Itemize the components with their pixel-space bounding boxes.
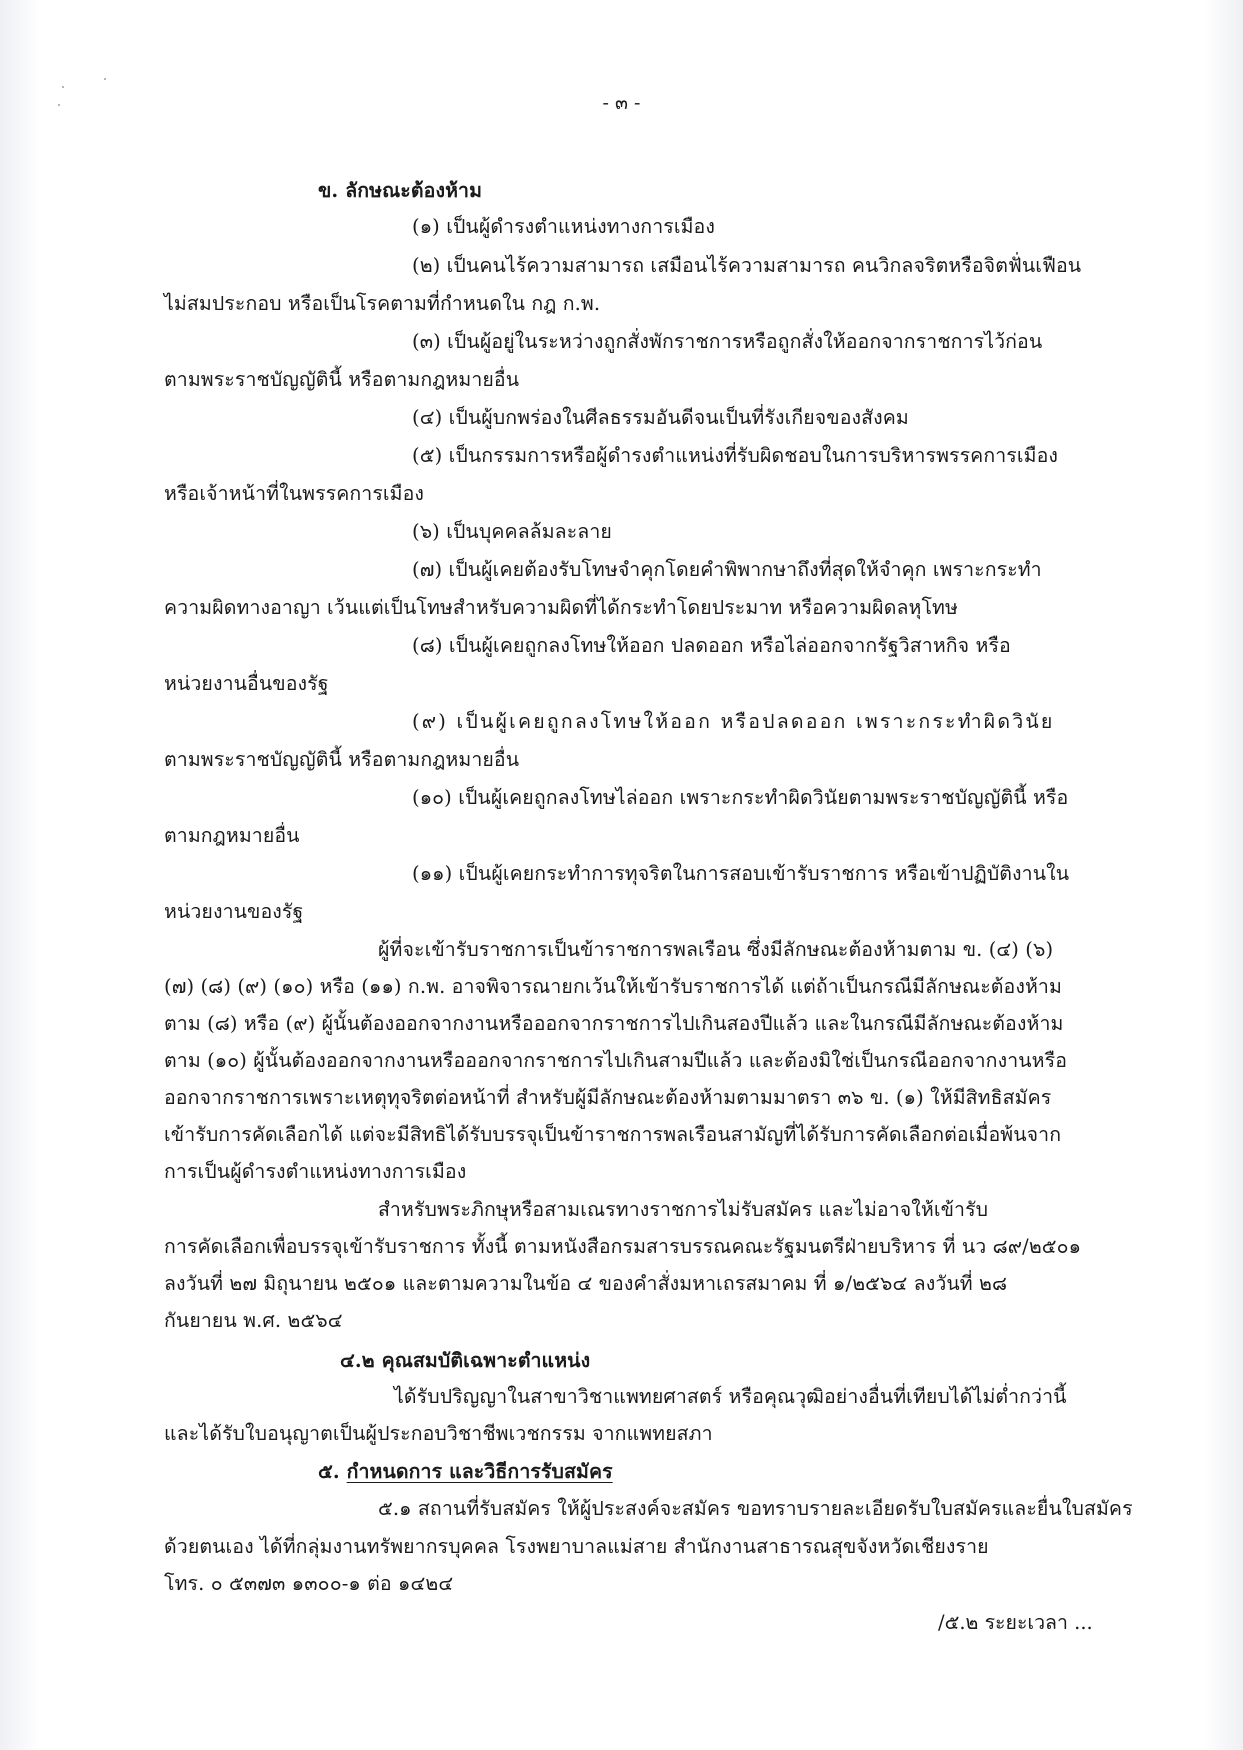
section-title: กำหนดการ และวิธีการรับสมัคร: [346, 1460, 613, 1483]
application-line: ด้วยตนเอง ได้ที่กลุ่มงานทรัพยากรบุคคล โรงพยาบาลแม่สาย สำนักงานสาธารณสุขจังหวัดเชียงราย: [164, 1535, 989, 1558]
prohibition-item-11-cont: หน่วยงานของรัฐ: [164, 900, 304, 923]
prohibition-item-4: (๔) เป็นผู้บกพร่องในศีลธรรมอันดีจนเป็นที่รังเกียจของสังคม: [412, 406, 909, 429]
prohibition-item-6: (๖) เป็นบุคคลล้มละลาย: [412, 520, 612, 543]
prohibition-item-9-cont: ตามพระราชบัญญัตินี้ หรือตามกฎหมายอื่น: [164, 748, 520, 771]
exemption-paragraph-line: ตาม (๘) หรือ (๙) ผู้นั้นต้องออกจากงานหรือออกจากราชการไปเกินสองปีแล้ว และในกรณีมีลักษณะต้องห้าม: [164, 1012, 1064, 1035]
prohibition-item-7: (๗) เป็นผู้เคยต้องรับโทษจำคุกโดยคำพิพากษาถึงที่สุดให้จำคุก เพราะกระทำ: [412, 558, 1042, 581]
heading-application-section: [318, 1459, 613, 1485]
application-line: ๕.๑ สถานที่รับสมัคร ให้ผู้ประสงค์จะสมัคร ขอทราบรายละเอียดรับใบสมัครและยื่นใบสมัคร: [378, 1497, 1133, 1520]
prohibition-item-9: (๙) เป็นผู้เคยถูกลงโทษให้ออก หรือปลดออก เพราะกระทำผิดวินัย: [412, 710, 1055, 733]
prohibition-item-1: (๑) เป็นผู้ดำรงตำแหน่งทางการเมือง: [412, 215, 715, 238]
exemption-paragraph-line: ผู้ที่จะเข้ารับราชการเป็นข้าราชการพลเรือน ซึ่งมีลักษณะต้องห้ามตาม ข. (๔) (๖): [378, 938, 1054, 961]
heading-prohibited-characteristics: ข. ลักษณะต้องห้าม: [318, 179, 483, 202]
monk-paragraph-line: ลงวันที่ ๒๗ มิถุนายน ๒๕๐๑ และตามความในข้อ ๔ ของคำสั่งมหาเถรสมาคม ที่ ๑/๒๕๖๔ ลงวันที่ ๒๘: [164, 1272, 1008, 1295]
section-number: ๕.: [318, 1460, 340, 1483]
prohibition-item-10: (๑๐) เป็นผู้เคยถูกลงโทษไล่ออก เพราะกระทำผิดวินัยตามพระราชบัญญัตินี้ หรือ: [412, 786, 1069, 809]
prohibition-item-5-cont: หรือเจ้าหน้าที่ในพรรคการเมือง: [164, 482, 425, 505]
page-number: - ๓ -: [602, 92, 641, 114]
prohibition-item-11: (๑๑) เป็นผู้เคยกระทำการทุจริตในการสอบเข้ารับราชการ หรือเข้าปฏิบัติงานใน: [412, 862, 1070, 885]
prohibition-item-2: (๒) เป็นคนไร้ความสามารถ เสมือนไร้ความสามารถ คนวิกลจริตหรือจิตฟั่นเฟือน: [412, 254, 1082, 277]
continuation-marker: /๕.๒ ระยะเวลา ...: [938, 1611, 1093, 1634]
application-line: โทร. ๐ ๕๓๗๓ ๑๓๐๐-๑ ต่อ ๑๔๒๔: [164, 1572, 454, 1595]
heading-position-qualifications: ๔.๒ คุณสมบัติเฉพาะตำแหน่ง: [340, 1349, 591, 1372]
prohibition-item-3-cont: ตามพระราชบัญญัตินี้ หรือตามกฎหมายอื่น: [164, 368, 520, 391]
exemption-paragraph-line: (๗) (๘) (๙) (๑๐) หรือ (๑๑) ก.พ. อาจพิจารณายกเว้นให้เข้ารับราชการได้ แต่ถ้าเป็นกรณีมีลักษณะต้องห้าม: [164, 975, 1062, 998]
monk-paragraph-line: กันยายน พ.ศ. ๒๕๖๔: [164, 1309, 343, 1332]
prohibition-item-8: (๘) เป็นผู้เคยถูกลงโทษให้ออก ปลดออก หรือไล่ออกจากรัฐวิสาหกิจ หรือ: [412, 634, 1011, 657]
exemption-paragraph-line: ออกจากราชการเพราะเหตุทุจริตต่อหน้าที่ สำหรับผู้มีลักษณะต้องห้ามตามมาตรา ๓๖ ข. (๑) ให้มีสิทธิสมัคร: [164, 1086, 1052, 1109]
prohibition-item-5: (๕) เป็นกรรมการหรือผู้ดำรงตำแหน่งที่รับผิดชอบในการบริหารพรรคการเมือง: [412, 444, 1059, 467]
prohibition-item-8-cont: หน่วยงานอื่นของรัฐ: [164, 672, 329, 695]
prohibition-item-3: (๓) เป็นผู้อยู่ในระหว่างถูกสั่งพักราชการหรือถูกสั่งให้ออกจากราชการไว้ก่อน: [412, 330, 1043, 353]
qualification-line: และได้รับใบอนุญาตเป็นผู้ประกอบวิชาชีพเวชกรรม จากแพทยสภา: [164, 1422, 713, 1445]
exemption-paragraph-line: ตาม (๑๐) ผู้นั้นต้องออกจากงานหรือออกจากราชการไปเกินสามปีแล้ว และต้องมิใช่เป็นกรณีออกจากงานหรือ: [164, 1049, 1068, 1072]
prohibition-item-10-cont: ตามกฎหมายอื่น: [164, 824, 300, 847]
monk-paragraph-line: การคัดเลือกเพื่อบรรจุเข้ารับราชการ ทั้งนี้ ตามหนังสือกรมสารบรรณคณะรัฐมนตรีฝ่ายบริหาร ที่ นว ๘๙/๒๕๐๑: [164, 1235, 1082, 1258]
exemption-paragraph-line: เข้ารับการคัดเลือกได้ แต่จะมีสิทธิได้รับบรรจุเป็นข้าราชการพลเรือนสามัญที่ได้รับการคัดเลือกต่อเมื่อพ้นจาก: [164, 1123, 1062, 1146]
qualification-line: ได้รับปริญญาในสาขาวิชาแพทยศาสตร์ หรือคุณวุฒิอย่างอื่นที่เทียบได้ไม่ต่ำกว่านี้: [394, 1385, 1067, 1408]
scan-speck: [104, 78, 106, 80]
prohibition-item-2-cont: ไม่สมประกอบ หรือเป็นโรคตามที่กำหนดใน กฎ ก.พ.: [164, 292, 601, 315]
monk-paragraph-line: สำหรับพระภิกษุหรือสามเณรทางราชการไม่รับสมัคร และไม่อาจให้เข้ารับ: [378, 1198, 989, 1221]
prohibition-item-7-cont: ความผิดทางอาญา เว้นแต่เป็นโทษสำหรับความผิดที่ได้กระทำโดยประมาท หรือความผิดลหุโทษ: [164, 596, 958, 619]
exemption-paragraph-line: การเป็นผู้ดำรงตำแหน่งทางการเมือง: [164, 1160, 467, 1183]
